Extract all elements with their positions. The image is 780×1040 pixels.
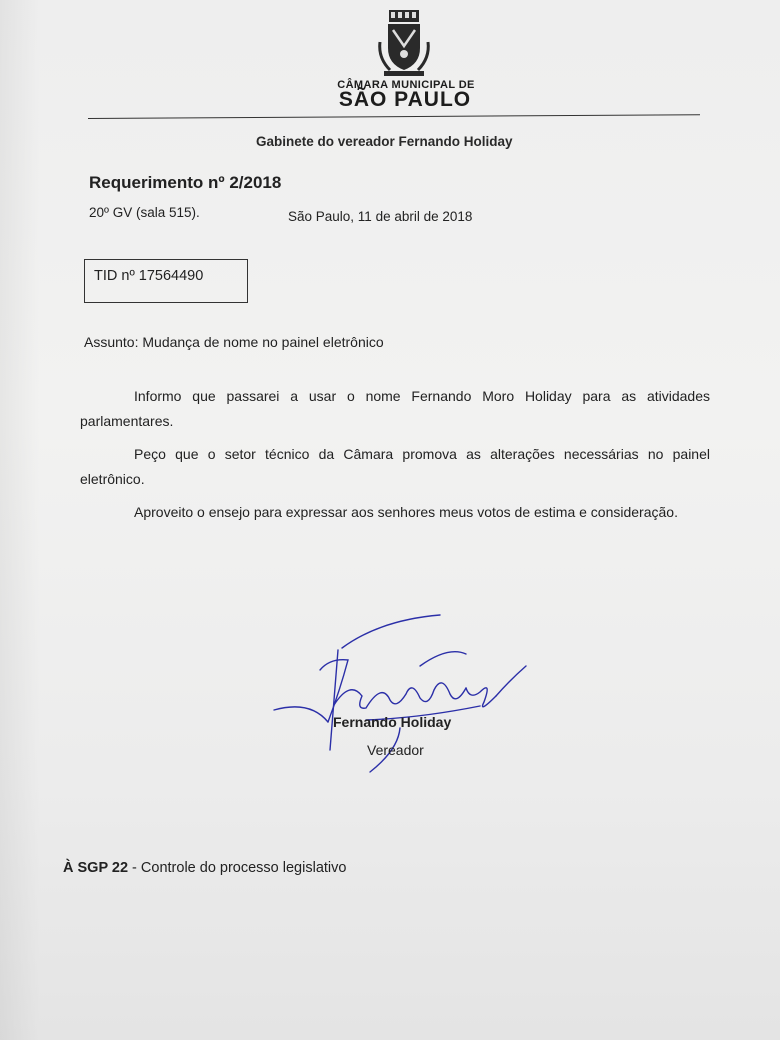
document-date: São Paulo, 11 de abril de 2018 (288, 209, 473, 224)
signer-name: Fernando Holiday (333, 714, 452, 730)
coat-of-arms-icon (376, 8, 432, 78)
page-shadow (0, 0, 40, 1040)
footer-routing (63, 860, 346, 876)
subject-line: Assunto: Mudança de nome no painel eletrônico (84, 334, 384, 350)
signer-role: Vereador (367, 742, 424, 758)
document-title: Requerimento nº 2/2018 (89, 173, 282, 192)
org-name-line2: SÃO PAULO (338, 88, 472, 111)
footer-prefix: À SGP 22 (63, 860, 129, 876)
paragraph: Aproveito o ensejo para expressar aos senhores meus votos de estima e consideração. (134, 504, 678, 520)
paragraph: Informo que passarei a usar o nome Fernando Moro Holiday para as atividades parlamentares. (80, 388, 710, 429)
org-name-line1: CÂMARA MUNICIPAL DE (337, 79, 475, 91)
paragraph: Peço que o setor técnico da Câmara promova as alterações necessárias no painel eletrônico. (80, 446, 710, 487)
footer-text: - Controle do processo legislativo (128, 860, 347, 876)
office-room: 20º GV (sala 515). (89, 205, 200, 220)
office-subtitle: Gabinete do vereador Fernando Holiday (256, 134, 513, 149)
letter-body (80, 384, 710, 533)
tid-number: TID nº 17564490 (94, 268, 204, 284)
